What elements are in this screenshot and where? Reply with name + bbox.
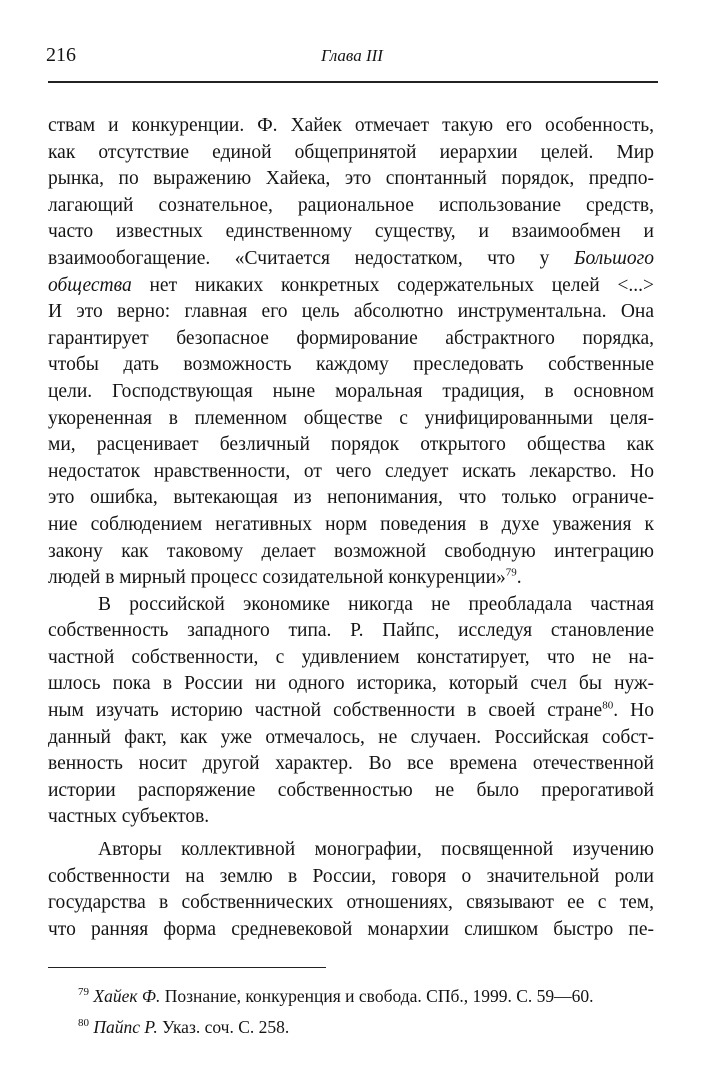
text-line: ние соблюдением негативных норм поведения в духе уважения к [48,513,654,535]
footnote-number: 80 [78,1017,89,1030]
text-line: часто известных единственному существу, и взаимообмен и [48,221,654,243]
footnote-author: Хайек Ф. [93,986,161,1006]
text-segment: ным изучать историю частной собственности в своей стране [48,700,603,722]
text-line: рынка, по выражению Хайека, это спонтанный порядок, предпо- [48,168,654,190]
text-line: недостаток нравственности, от чего следует искать лекарство. Но [48,460,654,482]
text-line: В российской экономике никогда не преобладала частная [98,593,654,615]
footnote-number: 79 [78,986,89,999]
chapter-title: Глава III [321,46,383,65]
text-line: гарантирует безопасное формирование абстрактного порядка, [48,327,654,349]
text-segment: . Но [613,700,654,722]
text-line: государства в собственнических отношениях, связывают ее с тем, [48,892,654,914]
text-line: частной собственности, с удивлением констатирует, что не на- [48,646,654,668]
text-line: венность носит другой характер. Во все времена отечественной [48,753,654,775]
footnote-rule [48,967,326,968]
text-line: ствам и конкуренции. Ф. Хайек отмечает такую его особенность, [48,115,654,136]
text-line: данный факт, как уже отмечалось, не случаен. Российская собст- [48,726,654,748]
text-line: цели. Господствующая ныне моральная традиция, в основном [48,380,654,402]
body-text [48,113,654,943]
footnotes [78,981,594,1043]
text-line [48,246,654,273]
footnote [78,1012,594,1043]
text-line [48,565,654,592]
footnote-author: Пайпс Р. [93,1017,158,1037]
text-segment: нет никаких конкретных содержательных целей <...> [131,274,654,296]
text-line: чтобы дать возможность каждому преследовать собственные [48,354,654,376]
text-line: это ошибка, вытекающая из непонимания, что только ограниче- [48,487,654,509]
text-segment: взаимообогащение. «Считается недостатком, что у [48,247,575,269]
footnote [78,981,594,1012]
text-line [48,273,654,300]
text-line: закону как таковому делает возможной свободную интеграцию [48,540,654,562]
footnote-ref[interactable]: 79 [505,566,517,579]
paragraph [48,837,654,943]
text-segment: . [516,567,522,589]
paragraph [48,113,654,592]
footnote-text: Указ. соч. С. 258. [157,1017,290,1037]
text-line: частных субъектов. [48,806,210,828]
italic-term: общества [48,274,132,296]
text-line: Авторы коллективной монографии, посвященной изучению [98,839,654,861]
text-line: как отсутствие единой общепринятой иерархии целей. Мир [48,141,654,163]
footnote-text: Познание, конкуренция и свобода. СПб., 1999. С. 59—60. [160,986,594,1006]
footnote-ref[interactable]: 80 [602,699,614,712]
page-header [46,44,658,70]
paragraph [48,592,654,831]
italic-term: Большого [574,247,654,269]
text-line: укорененная в племенном обществе с унифицированными целя- [48,407,654,429]
text-line: ми, расценивает безличный порядок открытого общества как [48,434,654,456]
text-line: собственности на землю в России, говоря о значительной роли [48,865,654,887]
text-line: лагающий сознательное, рациональное использование средств, [48,194,654,216]
text-line: что ранняя форма средневековой монархии слишком быстро пе- [48,918,654,940]
text-segment: людей в мирный процесс созидательной конкуренции» [48,567,506,589]
text-line: шлось пока в России ни одного историка, который счел бы нуж- [48,673,654,695]
header-rule [48,81,658,83]
text-line: И это верно: главная его цель абсолютно инструментальна. Она [48,301,654,323]
text-line [48,698,654,725]
text-line: собственность западного типа. Р. Пайпс, исследуя становление [48,620,654,642]
page-number: 216 [46,44,76,66]
text-line: истории распоряжение собственностью не было прерогативой [48,779,654,801]
